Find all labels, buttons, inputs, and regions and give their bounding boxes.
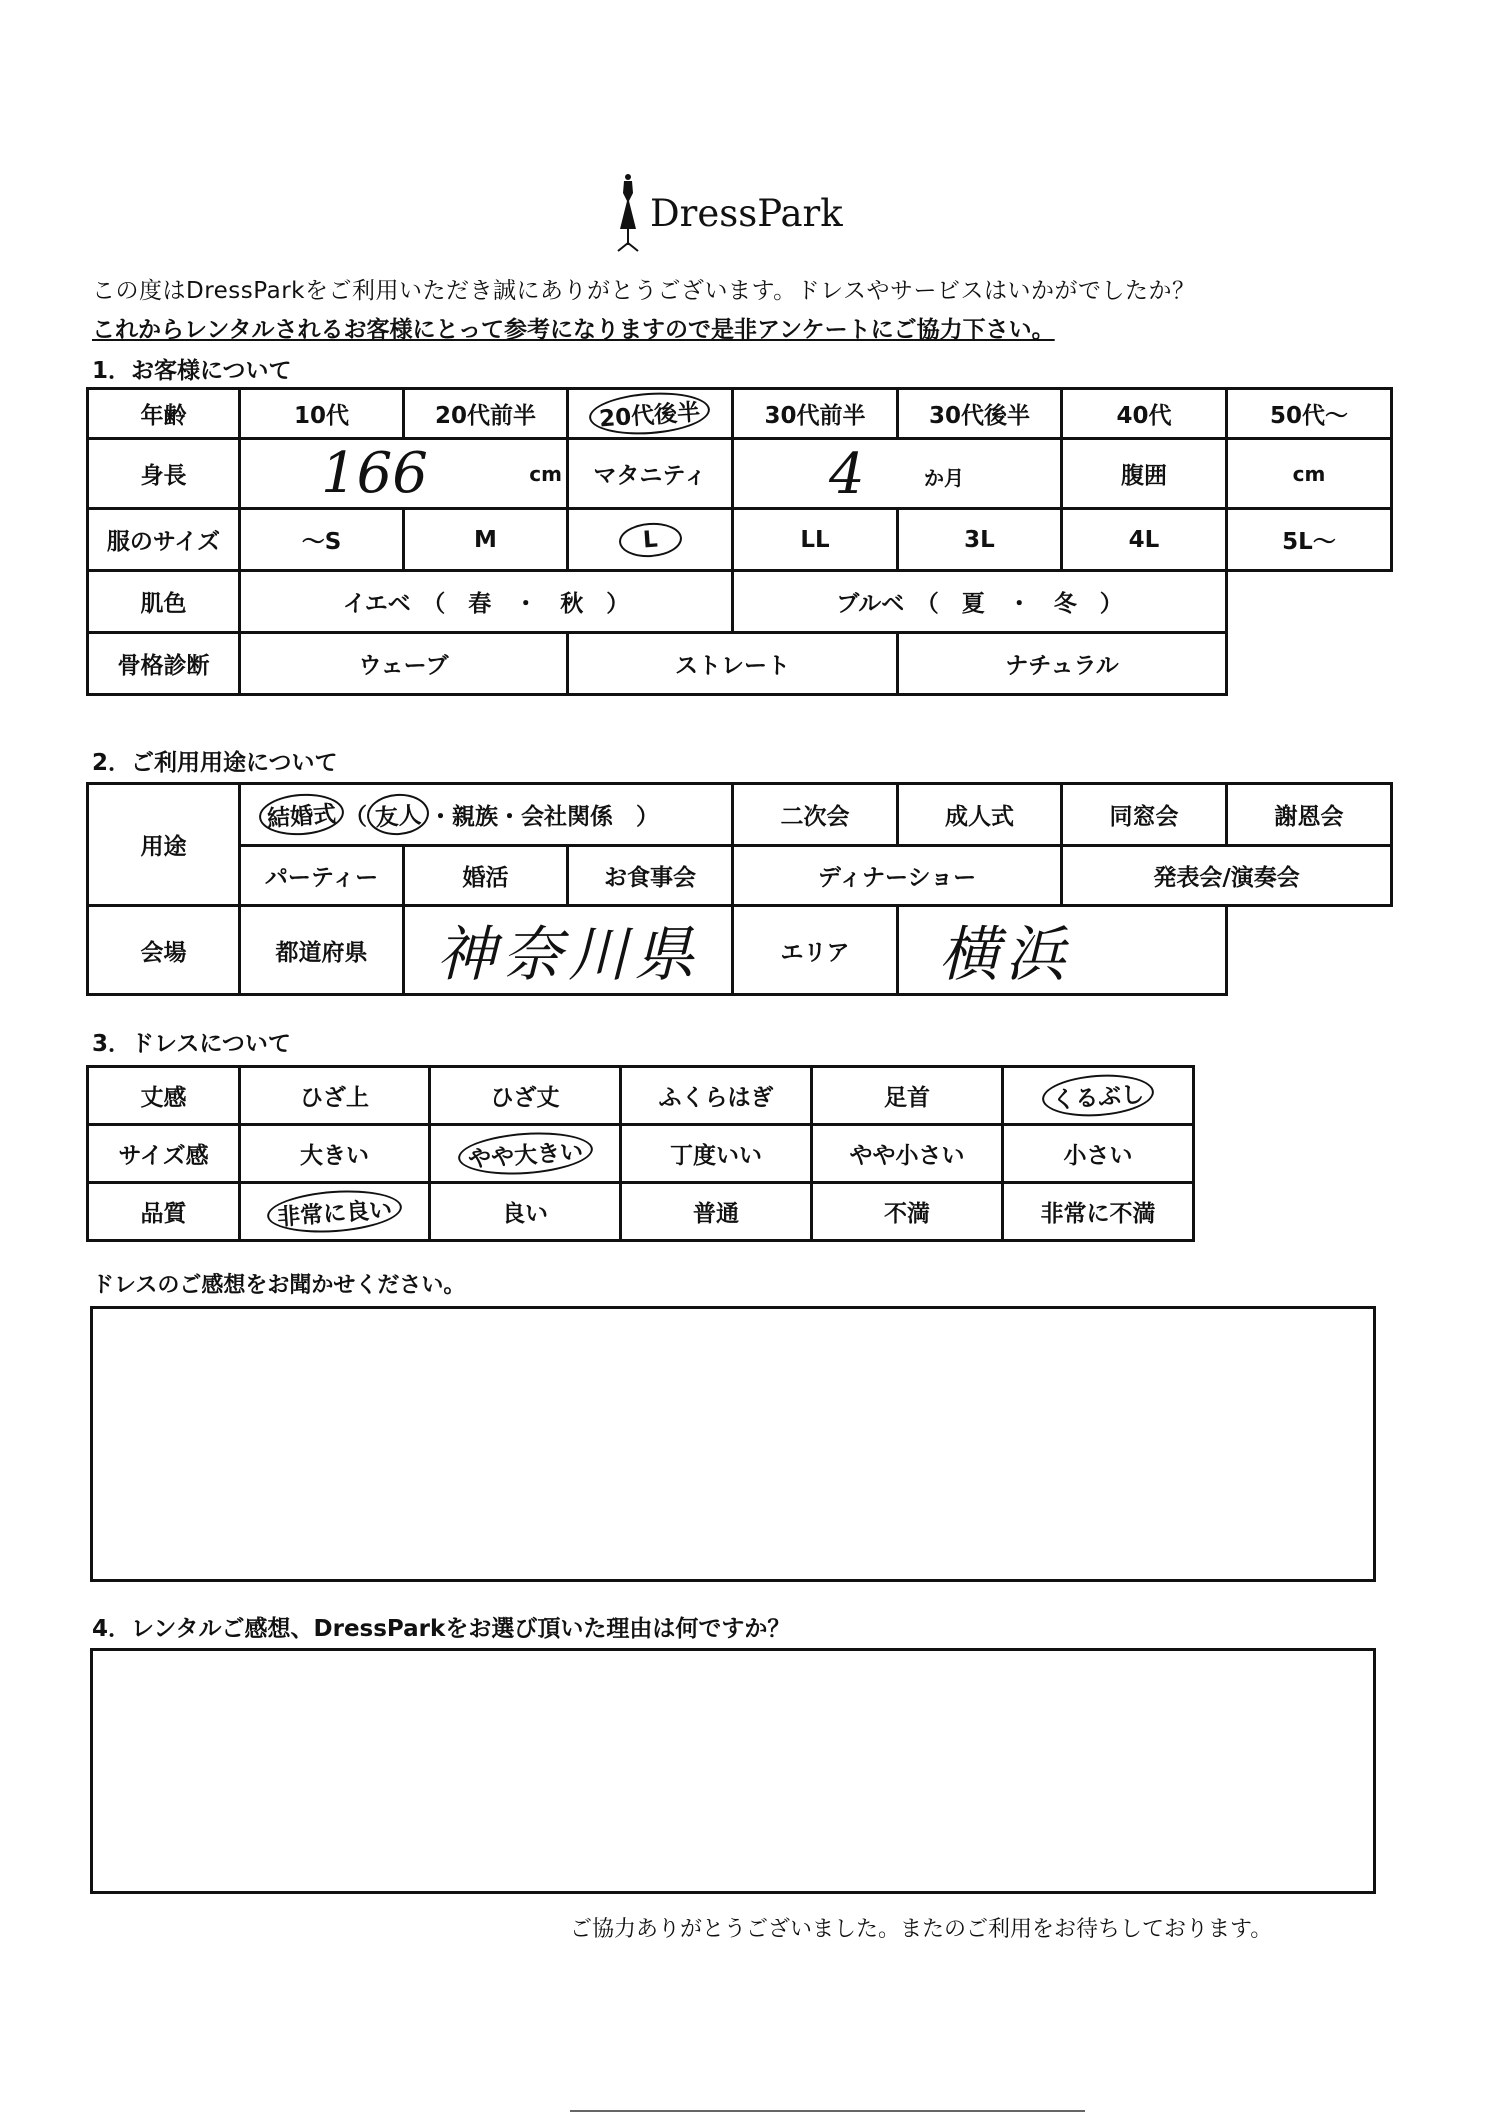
age-option[interactable]: 40代 <box>1062 389 1227 439</box>
quality-option[interactable]: 非常に不満 <box>1003 1183 1194 1241</box>
frame-option[interactable]: ナチュラル <box>898 633 1227 695</box>
age-label: 年齢 <box>88 389 240 439</box>
brand-logo <box>612 168 843 258</box>
quality-label: 品質 <box>88 1183 240 1241</box>
size-option[interactable]: 4L <box>1062 509 1227 571</box>
age-option[interactable]: 20代前半 <box>404 389 568 439</box>
fit-option[interactable]: 丁度いい <box>621 1125 812 1183</box>
fit-option[interactable]: やや小さい <box>812 1125 1003 1183</box>
skin-label: 肌色 <box>88 571 240 633</box>
brand-name: DressPark <box>650 191 843 235</box>
age-option[interactable]: 10代 <box>240 389 404 439</box>
height-value: 166 <box>321 441 428 506</box>
age-option[interactable]: 50代～ <box>1227 389 1392 439</box>
selection-circle: やや大きい <box>456 1128 594 1178</box>
size-option[interactable]: M <box>404 509 568 571</box>
section3-title: 3．ドレスについて <box>92 1031 291 1057</box>
purpose-option[interactable]: お食事会 <box>568 846 733 906</box>
section1-title: 1．お客様について <box>92 358 292 384</box>
fit-label: サイズ感 <box>88 1125 240 1183</box>
dress-comment-prompt: ドレスのご感想をお聞かせください。 <box>92 1273 466 1298</box>
area-label: エリア <box>733 906 898 995</box>
quality-option[interactable]: 普通 <box>621 1183 812 1241</box>
section4-title: 4．レンタルご感想、DressParkをお選び頂いた理由は何ですか？ <box>92 1616 791 1642</box>
purpose-label: 用途 <box>88 784 240 906</box>
height-field[interactable] <box>240 439 568 509</box>
body-row <box>88 439 1392 509</box>
age-option[interactable]: 30代後半 <box>898 389 1062 439</box>
skin-blue-option[interactable]: ブルベ （ 夏 ・ 冬 ） <box>733 571 1227 633</box>
frame-option[interactable]: ウェーブ <box>240 633 568 695</box>
age-row <box>88 389 1392 439</box>
size-option[interactable]: ～S <box>240 509 404 571</box>
fit-option-selected[interactable] <box>430 1125 621 1183</box>
fit-option[interactable]: 大きい <box>240 1125 430 1183</box>
selection-circle: 20代後半 <box>588 389 712 438</box>
purpose-wedding-option[interactable] <box>240 784 733 846</box>
skin-row <box>88 571 1392 633</box>
frame-row <box>88 633 1392 695</box>
dress-table <box>86 1065 1195 1242</box>
purpose-option[interactable]: パーティー <box>240 846 404 906</box>
size-option[interactable]: LL <box>733 509 898 571</box>
intro-text: この度はDressParkをご利用いただき誠にありがとうございます。ドレスやサービスはいかがでしたか？ <box>92 278 1196 304</box>
purpose-row <box>88 784 1392 846</box>
dress-form-icon <box>612 171 644 255</box>
paren-open: （ <box>344 804 367 830</box>
selection-circle: L <box>618 520 683 558</box>
length-option[interactable]: ひざ丈 <box>430 1067 621 1125</box>
length-option[interactable]: 足首 <box>812 1067 1003 1125</box>
purpose-option[interactable]: 婚活 <box>404 846 568 906</box>
quality-option[interactable]: 良い <box>430 1183 621 1241</box>
length-row <box>88 1067 1194 1125</box>
selection-circle: くるぶし <box>1041 1071 1156 1120</box>
height-label: 身長 <box>88 439 240 509</box>
frame-option[interactable]: ストレート <box>568 633 898 695</box>
purpose-option[interactable]: 同窓会 <box>1062 784 1227 846</box>
frame-label: 骨格診断 <box>88 633 240 695</box>
size-label: 服のサイズ <box>88 509 240 571</box>
area-field[interactable] <box>898 906 1227 995</box>
rental-comment-box[interactable] <box>90 1648 1376 1894</box>
size-option[interactable]: 3L <box>898 509 1062 571</box>
skin-yellow-option[interactable]: イエベ （ 春 ・ 秋 ） <box>240 571 733 633</box>
wedding-relation-options: ・親族・会社関係 ） <box>429 804 659 830</box>
maternity-unit: か月 <box>924 466 964 490</box>
size-row <box>88 509 1392 571</box>
customer-table <box>86 387 1393 696</box>
area-value: 横浜 <box>939 920 1072 990</box>
height-unit: cm <box>529 462 562 486</box>
fit-option[interactable]: 小さい <box>1003 1125 1194 1183</box>
purpose-row-2 <box>88 846 1392 906</box>
purpose-option[interactable]: ディナーショー <box>733 846 1062 906</box>
closing-message: ご協力ありがとうございました。またのご利用をお待ちしております。 <box>570 1917 1273 1942</box>
prefecture-label: 都道府県 <box>240 906 404 995</box>
waist-field[interactable] <box>1227 439 1392 509</box>
venue-row <box>88 906 1392 995</box>
length-label: 丈感 <box>88 1067 240 1125</box>
purpose-option[interactable]: 成人式 <box>898 784 1062 846</box>
waist-label: 腹囲 <box>1062 439 1227 509</box>
maternity-field[interactable] <box>733 439 1062 509</box>
length-option[interactable]: ふくらはぎ <box>621 1067 812 1125</box>
length-option-selected[interactable] <box>1003 1067 1194 1125</box>
maternity-label: マタニティ <box>568 439 733 509</box>
quality-option[interactable]: 不満 <box>812 1183 1003 1241</box>
prefecture-field[interactable] <box>404 906 733 995</box>
age-option[interactable]: 30代前半 <box>733 389 898 439</box>
maternity-value: 4 <box>829 442 865 507</box>
selection-circle: 友人 <box>366 792 431 837</box>
selection-circle: 結婚式 <box>258 791 346 838</box>
dress-comment-box[interactable] <box>90 1306 1376 1582</box>
usage-table <box>86 782 1393 996</box>
footer-divider <box>570 2110 1085 2112</box>
length-option[interactable]: ひざ上 <box>240 1067 430 1125</box>
size-option[interactable]: 5L～ <box>1227 509 1392 571</box>
venue-label: 会場 <box>88 906 240 995</box>
size-option-selected[interactable] <box>568 509 733 571</box>
selection-circle: 非常に良い <box>266 1186 404 1236</box>
purpose-option[interactable]: 謝恩会 <box>1227 784 1392 846</box>
age-option-selected[interactable] <box>568 389 733 439</box>
section2-title: 2．ご利用用途について <box>92 750 338 776</box>
prefecture-value: 神奈川県 <box>436 920 700 990</box>
waist-unit: cm <box>1292 461 1326 486</box>
purpose-option[interactable]: 発表会/演奏会 <box>1062 846 1392 906</box>
fit-row <box>88 1125 1194 1183</box>
purpose-option[interactable]: 二次会 <box>733 784 898 846</box>
quality-option-selected[interactable] <box>240 1183 430 1241</box>
intro-request: これからレンタルされるお客様にとって参考になりますので是非アンケートにご協力下さい。 <box>92 317 1055 343</box>
quality-row <box>88 1183 1194 1241</box>
